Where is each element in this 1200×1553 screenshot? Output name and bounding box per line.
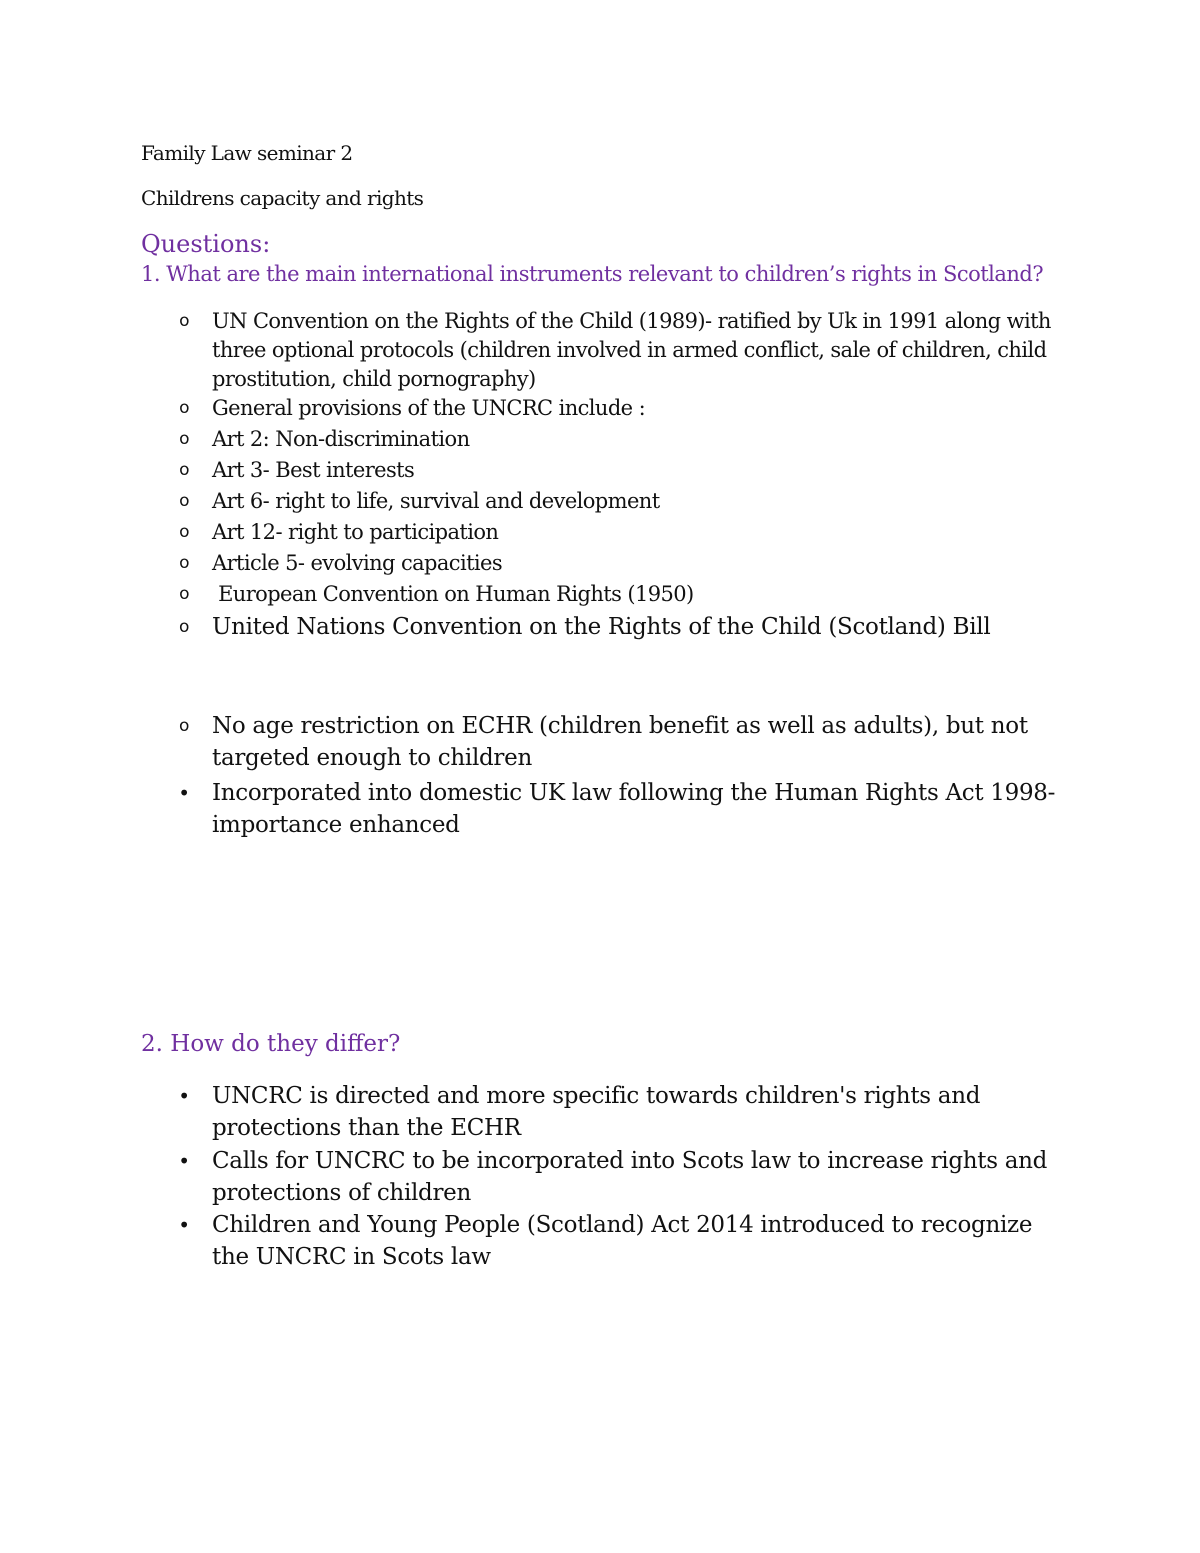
question-1-heading: 1. What are the main international instruments relevant to children’s rights in Scotland? <box>141 262 1044 286</box>
circle-bullet-icon: o <box>178 716 190 736</box>
list-item-text: No age restriction on ECHR (children benefit as well as adults), but not targeted enough to children <box>212 713 1028 771</box>
list-item <box>172 611 1072 643</box>
list-item <box>172 1080 1072 1144</box>
document-subtitle: Childrens capacity and rights <box>141 186 424 210</box>
list-item-text: Article 5- evolving capacities <box>212 551 503 575</box>
list-item-text: UNCRC is directed and more specific towards children's rights and protections than the ECHR <box>212 1083 981 1141</box>
list-item <box>172 710 1072 774</box>
list-item-text: Calls for UNCRC to be incorporated into Scots law to increase rights and protections of children <box>212 1148 1048 1206</box>
list-item <box>172 1209 1072 1273</box>
list-item-text: General provisions of the UNCRC include : <box>212 396 646 420</box>
list-item-text: Art 6- right to life, survival and development <box>212 489 660 513</box>
list-item <box>172 487 1072 516</box>
document-title: Family Law seminar 2 <box>141 141 353 165</box>
disc-bullet-icon: • <box>178 1213 190 1237</box>
circle-bullet-icon: o <box>179 584 189 604</box>
list-item-text: Art 3- Best interests <box>212 458 415 482</box>
list-item-text: UN Convention on the Rights of the Child (1989)- ratified by Uk in 1991 along with three optional protocols (children involved in armed conflict, sale of children, child prostitution, child pornography) <box>212 309 1051 391</box>
list-item <box>172 394 1072 423</box>
list-item <box>172 777 1072 841</box>
list-item-text: Children and Young People (Scotland) Act 2014 introduced to recognize the UNCRC in Scots law <box>212 1212 1033 1270</box>
list-item-text: European Convention on Human Rights (1950) <box>212 582 694 606</box>
list-item <box>172 307 1072 394</box>
questions-heading: Questions: <box>141 230 271 258</box>
list-item <box>172 580 1072 609</box>
circle-bullet-icon: o <box>179 491 189 511</box>
list-item <box>172 518 1072 547</box>
circle-bullet-icon: o <box>178 617 190 637</box>
list-item-text: Art 12- right to participation <box>212 520 499 544</box>
circle-bullet-icon: o <box>179 522 189 542</box>
circle-bullet-icon: o <box>179 553 189 573</box>
disc-bullet-icon: • <box>178 1149 190 1173</box>
circle-bullet-icon: o <box>179 311 189 331</box>
list-item <box>172 549 1072 578</box>
list-item <box>172 1145 1072 1209</box>
circle-bullet-icon: o <box>179 460 189 480</box>
circle-bullet-icon: o <box>179 398 189 418</box>
question-2-heading: 2. How do they differ? <box>141 1031 401 1057</box>
circle-bullet-icon: o <box>179 429 189 449</box>
list-item <box>172 425 1072 454</box>
list-item <box>172 456 1072 485</box>
disc-bullet-icon: • <box>178 1084 190 1108</box>
disc-bullet-icon: • <box>178 781 190 805</box>
list-item-text: Art 2: Non-discrimination <box>212 427 470 451</box>
list-item-text: Incorporated into domestic UK law following the Human Rights Act 1998- importance enhanced <box>212 780 1056 838</box>
list-item-text: United Nations Convention on the Rights of the Child (Scotland) Bill <box>212 614 991 640</box>
